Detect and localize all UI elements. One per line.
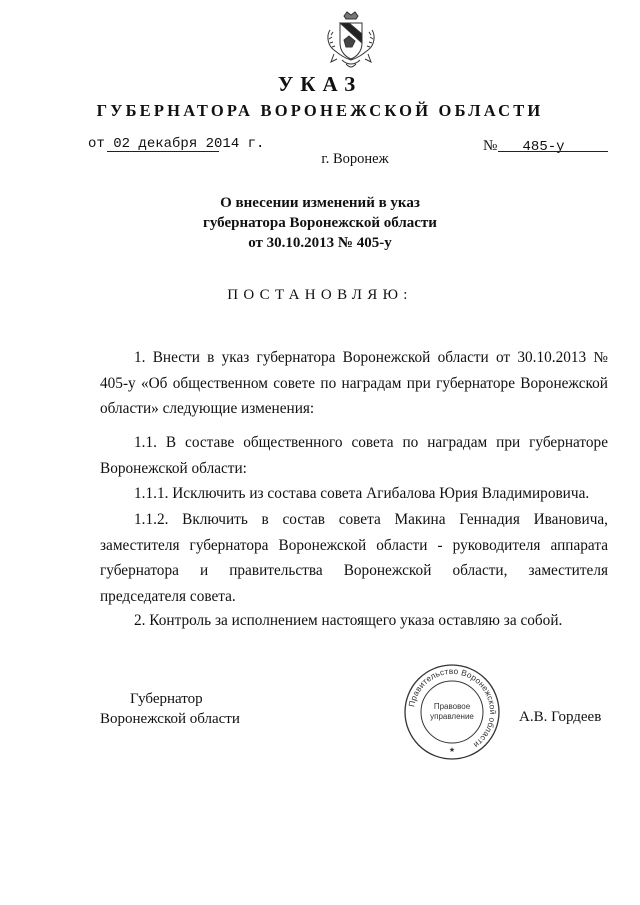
paragraph-text: 1. Внести в указ губернатора Воронежской области от 30.10.2013 № 405-у «Об общественном совете по наградам при губернаторе Воронежской области» следующие изменения: [100,349,608,417]
city: г. Воронеж [321,151,389,167]
stamp-center-line: управление [430,712,474,721]
date-value: 02 декабря 2014 [113,136,240,152]
stamp-ring-text: Правительство Воронежской области [406,665,499,751]
coat-of-arms-emblem [322,10,380,72]
document-title: УКАЗ [277,72,363,96]
paragraph-text: 1.1.2. Включить в состав совета Макина Геннадия Ивановича, заместителя губернатора Воронежской области - руководителя аппарата губернатора и правительства Воронежской области, заместителя председателя совета. [100,511,608,605]
subject-line: от 30.10.2013 № 405-у [248,235,392,251]
document-issuer: ГУБЕРНАТОРА ВОРОНЕЖСКОЙ ОБЛАСТИ [96,101,544,120]
date-field [88,136,264,152]
position-line: Губернатор [130,691,203,707]
subject-line: О внесении изменений в указ [220,195,420,211]
number-mark: № [483,138,498,154]
decree-word: ПОСТАНОВЛЯЮ: [227,287,413,303]
paragraph-2 [100,608,608,634]
stamp-star-icon: ★ [448,747,456,754]
stamp-center-line: Правовое [433,702,471,711]
paragraph-text: 2. Контроль за исполнением настоящего указа оставляю за собой. [134,612,563,629]
position-line: Воронежской области [100,711,240,727]
date-prefix: от [88,136,114,152]
subject-line: губернатора Воронежской области [203,215,437,231]
date-suffix: г. [239,136,265,152]
number-value: 485-у [522,139,565,155]
official-stamp [402,662,502,762]
signatory-name: А.В. Гордеев [519,709,602,725]
paragraph-text: 1.1. В составе общественного совета по наградам при губернаторе Воронежской области: [100,434,608,477]
document-subject [150,193,490,253]
paragraph-1-1 [100,430,608,481]
paragraph-1-1-1 [100,481,608,507]
paragraph-1 [100,345,608,422]
signatory-position [100,689,260,729]
paragraph-1-1-2 [100,507,608,609]
paragraph-text: 1.1.1. Исключить из состава совета Агибалова Юрия Владимировича. [134,485,590,502]
